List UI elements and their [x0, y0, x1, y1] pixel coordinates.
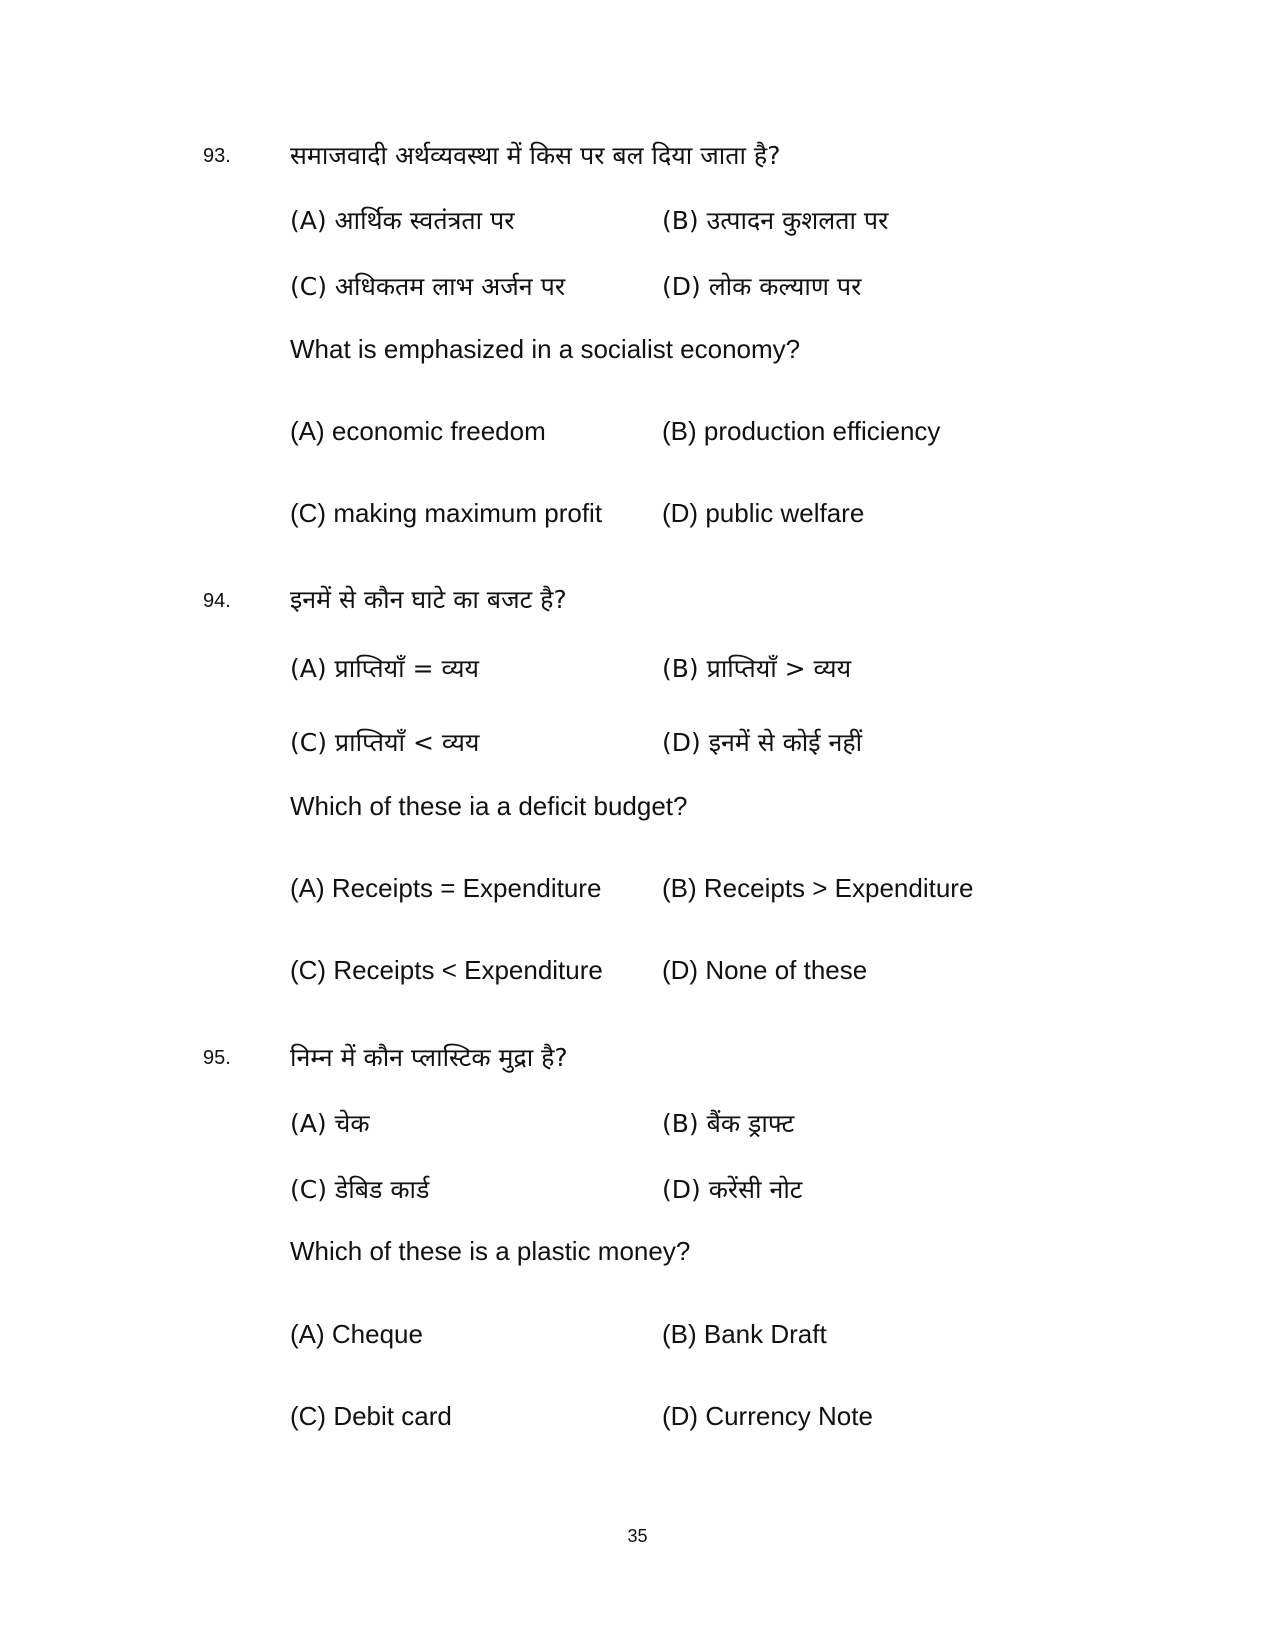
hindi-option-a: (A) आर्थिक स्वतंत्रता पर — [290, 206, 515, 235]
english-option-b: (B) Receipts > Expenditure — [662, 873, 974, 903]
english-option-a: (A) economic freedom — [290, 416, 546, 446]
question-number: 95. — [203, 1047, 231, 1069]
question-number: 93. — [203, 145, 231, 167]
page-number: 35 — [627, 1526, 648, 1546]
hindi-option-b: (B) बैंक ड्राफ्ट — [662, 1109, 795, 1138]
hindi-option-d: (D) इनमें से कोई नहीं — [662, 728, 863, 757]
hindi-option-b: (B) प्राप्तियाँ > व्यय — [662, 654, 852, 683]
hindi-question: समाजवादी अर्थव्यवस्था में किस पर बल दिया जाता है? — [290, 141, 781, 170]
hindi-option-c: (C) प्राप्तियाँ < व्यय — [290, 728, 480, 757]
hindi-option-d: (D) करेंसी नोट — [662, 1175, 803, 1204]
english-option-c: (C) Debit card — [290, 1401, 452, 1431]
english-option-a: (A) Receipts = Expenditure — [290, 873, 602, 903]
hindi-question: इनमें से कौन घाटे का बजट है? — [290, 585, 567, 614]
english-option-d: (D) None of these — [662, 955, 868, 985]
english-question: Which of these is a plastic money? — [290, 1236, 691, 1266]
hindi-option-c: (C) अधिकतम लाभ अर्जन पर — [290, 272, 566, 301]
hindi-question: निम्न में कौन प्लास्टिक मुद्रा है? — [290, 1043, 568, 1072]
english-question: What is emphasized in a socialist economy? — [290, 334, 801, 364]
hindi-option-a: (A) चेक — [290, 1109, 370, 1138]
english-option-c: (C) making maximum profit — [290, 498, 603, 528]
english-option-b: (B) Bank Draft — [662, 1319, 827, 1349]
english-option-c: (C) Receipts < Expenditure — [290, 955, 603, 985]
hindi-option-d: (D) लोक कल्याण पर — [662, 272, 862, 301]
english-option-d: (D) public welfare — [662, 498, 865, 528]
question-number: 94. — [203, 590, 231, 612]
hindi-option-c: (C) डेबिड कार्ड — [290, 1175, 430, 1204]
english-option-d: (D) Currency Note — [662, 1401, 873, 1431]
english-option-b: (B) production efficiency — [662, 416, 941, 446]
english-question: Which of these ia a deficit budget? — [290, 791, 688, 821]
hindi-option-b: (B) उत्पादन कुशलता पर — [662, 206, 889, 235]
english-option-a: (A) Cheque — [290, 1319, 423, 1349]
hindi-option-a: (A) प्राप्तियाँ = व्यय — [290, 654, 480, 683]
